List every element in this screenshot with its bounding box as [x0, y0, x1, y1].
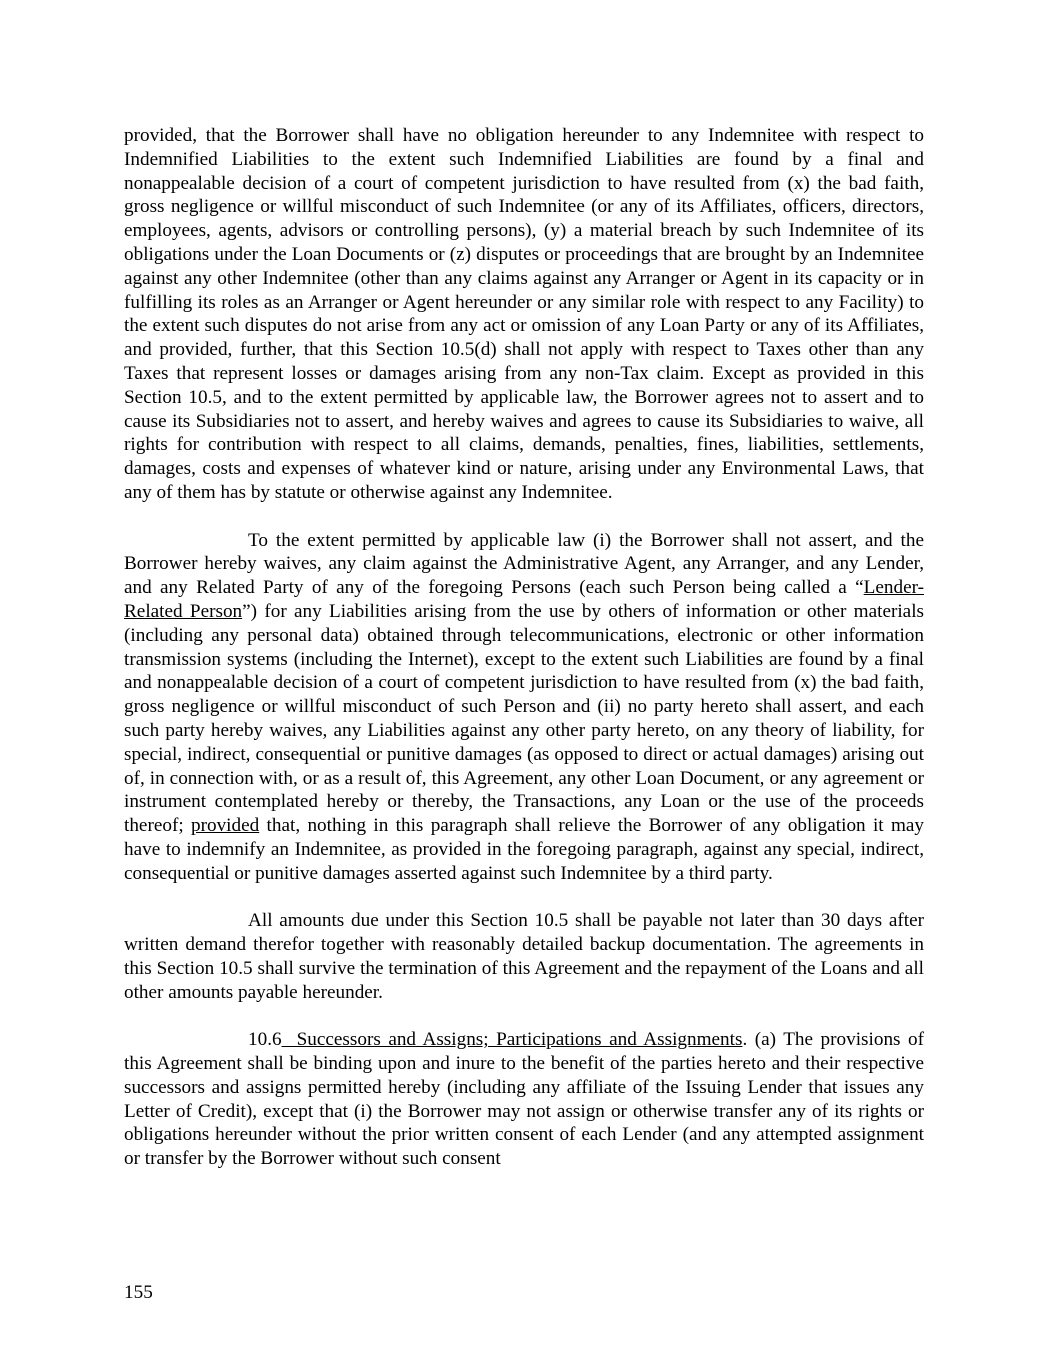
page-number: 155 — [124, 1282, 153, 1303]
defined-term-lender-related-person: Lender-Related Person — [124, 577, 924, 622]
paragraph-lender-related-person — [124, 529, 924, 886]
paragraph-text: . (a) The provisions of this Agreement shall be binding upon and inure to the benefit of the parties hereto and their respective successors and assigns permitted hereby (including any affiliate of the Issuing Lender that issues any Letter of Credit), except that (i) the Borrower may not assign or otherwise transfer any of its rights or obligations hereunder without the prior written consent of each Lender (and any attempted assignment or transfer by the Borrower without such consent — [124, 1029, 925, 1170]
section-10-6-paragraph — [124, 1028, 924, 1171]
paragraph-amounts-due: All amounts due under this Section 10.5 shall be payable not later than 30 days after written demand therefor together with reasonably detailed backup documentation. The agreements in this Section 10.5 shall survive the termination of this Agreement and the repayment of the Loans and all other amounts payable hereunder. — [124, 910, 924, 1003]
document-page — [124, 124, 924, 1171]
paragraph-indemnity-proviso: provided, that the Borrower shall have no obligation hereunder to any Indemnitee with respect to Indemnified Liabilities to the extent such Indemnified Liabilities are found by a final and nonappealable decision of a court of competent jurisdiction to have resulted from (x) the bad faith, gross negligence or willful misconduct of such Indemnitee (or any of its Affiliates, officers, directors, employees, agents, advisors or controlling persons), (y) a material breach by such Indemnitee of its obligations under the Loan Documents or (z) disputes or proceedings that are brought by an Indemnitee against any other Indemnitee (other than any claims against any Arranger or Agent in its capacity or in fulfilling its roles as an Arranger or Agent hereunder or any similar role with respect to any Facility) to the extent such disputes do not arise from any act or omission of any Loan Party or any of its Affiliates, and provided, further, that this Section 10.5(d) shall not apply with respect to Taxes other than any Taxes that represent losses or damages arising from any non-Tax claim. Except as provided in this Section 10.5, and to the extent permitted by applicable law, the Borrower agrees not to assert and to cause its Subsidiaries not to assert, and hereby waives and agrees to cause its Subsidiaries to waive, all rights for contribution with respect to all claims, demands, penalties, fines, liabilities, settlements, damages, costs and expenses of whatever kind or nature, arising under any Environmental Laws, that any of them has by statute or otherwise against any Indemnitee. — [124, 125, 924, 503]
section-number: 10.6 — [248, 1029, 282, 1051]
paragraph-text: that, nothing in this paragraph shall relieve the Borrower of any obligation it may have to indemnify an Indemnitee, as provided in the foregoing paragraph, against any special, indirect, consequential or punitive damages asserted against such Indemnitee by a third party. — [124, 815, 924, 884]
section-heading: Successors and Assigns; Participations and Assignments — [281, 1029, 743, 1051]
paragraph-text: To the extent permitted by applicable law (i) the Borrower shall not assert, and the Borrower hereby waives, any claim against the Administrative Agent, any Arranger, and any Lender, and any Related Party of any of the foregoing Persons (each such Person being called a “ — [124, 529, 924, 599]
paragraph-text: ”) for any Liabilities arising from the use by others of information or other materials (including any personal data) obtained through telecommunications, electronic or other information transmission systems (including the Internet), except to the extent such Liabilities are found by a final and nonappealable decision of a court of competent jurisdiction to have resulted from (x) the bad faith, gross negligence or willful misconduct of such Person and (ii) no party hereto shall assert, and each such party hereby waives, any Liabilities against any other party hereto, on any theory of liability, for special, indirect, consequential or punitive damages (as opposed to direct or actual damages) arising out of, in connection with, or as a result of, this Agreement, any other Loan Document, or any agreement or instrument contemplated hereby or thereby, the Transactions, any Loan or the use of the proceeds thereof; — [124, 600, 924, 837]
proviso-term: provided — [191, 815, 260, 837]
